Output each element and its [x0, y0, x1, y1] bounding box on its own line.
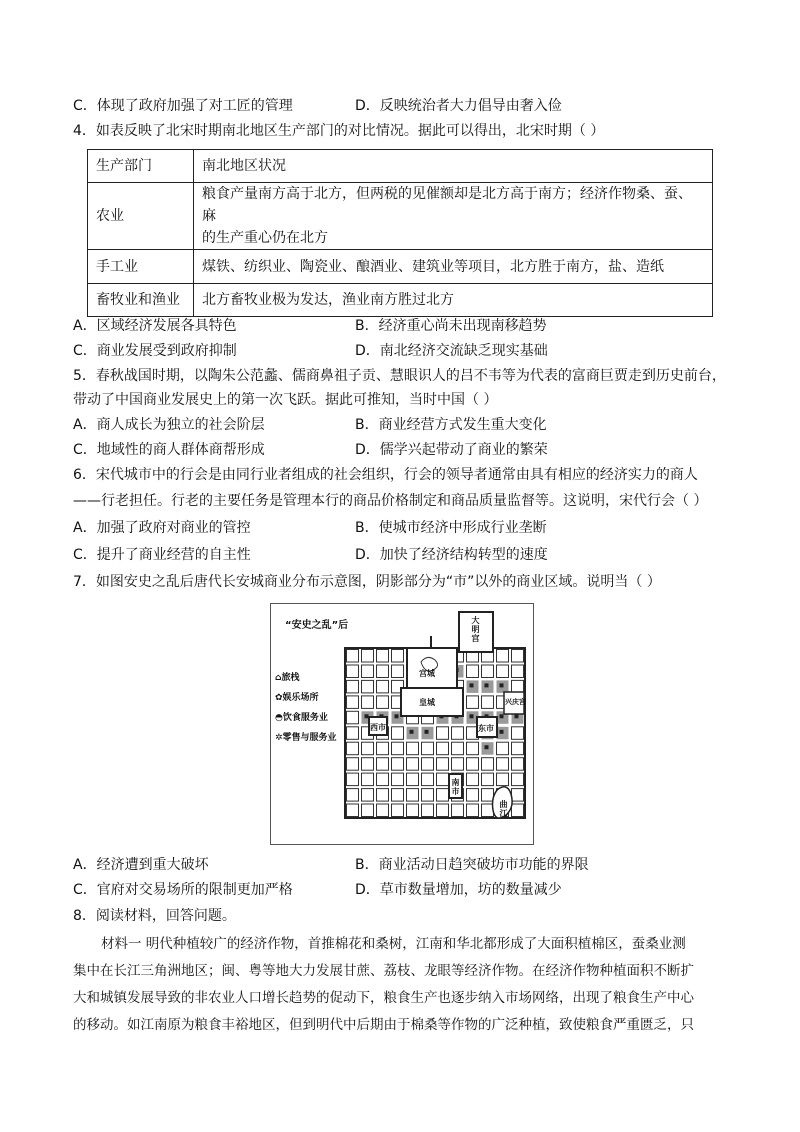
table-header-row — [88, 150, 713, 183]
ward-block — [452, 804, 464, 817]
q7-option-c: C．官府对交易场所的限制更加严格 — [73, 882, 293, 898]
q7-option-a: A．经济遭到重大破坏 — [73, 857, 209, 873]
ward-block — [422, 804, 434, 817]
ward-block — [392, 650, 404, 663]
q5-option-d: D．儒学兴起带动了商业的繁荣 — [355, 442, 548, 458]
ward-block — [392, 665, 404, 678]
ward-block — [362, 742, 374, 755]
ward-block — [407, 773, 419, 786]
table-cell-line: 的生产重心仍在北方 — [202, 230, 328, 246]
q7-stem: 7．如图安史之乱后唐代长安城商业分布示意图，阴影部分为“市”以外的商业区域。说明当（ ） — [73, 574, 661, 590]
q3-option-d: D．反映统治者大力倡导由奢入俭 — [355, 98, 562, 114]
ward-block — [497, 742, 509, 755]
ward-block — [512, 665, 524, 678]
ward-block — [377, 804, 389, 817]
ward-block — [392, 758, 404, 771]
business-marker — [470, 683, 474, 687]
q8-material-line: 材料一 明代种植较广的经济作物，首推棉花和桑树，江南和华北都形成了大面积植棉区，蚕桑业测 — [101, 936, 686, 952]
legend-label: 旅栈 — [281, 673, 300, 683]
q8-material-line: 大和城镇发展导致的非农业人口增长趋势的促动下，粮食生产也逐步纳入市场网络，出现了粮食生产中心 — [73, 990, 694, 1006]
q7-option-b: B．商业活动日趋突破坊市功能的界限 — [355, 857, 589, 873]
q4-option-d: D．南北经济交流缺乏现实基础 — [355, 343, 548, 359]
ward-block — [452, 727, 464, 740]
ward-block — [497, 665, 509, 678]
ward-block — [407, 758, 419, 771]
ward-block — [422, 773, 434, 786]
legend-label: 娱乐场所 — [282, 693, 319, 703]
ward-block — [512, 742, 524, 755]
ward-block — [452, 742, 464, 755]
legend-item-entertainment — [275, 690, 319, 703]
table-header-dept: 生产部门 — [88, 150, 194, 183]
ward-block — [467, 804, 479, 817]
table-row — [88, 250, 713, 284]
ward-block — [347, 804, 359, 817]
business-marker — [470, 714, 474, 718]
q3-option-c: C．体现了政府加强了对工匠的管理 — [73, 98, 293, 114]
ward-block — [422, 742, 434, 755]
q7-option-d: D．草市数量增加，坊的数量减少 — [355, 882, 562, 898]
ward-block — [377, 650, 389, 663]
business-marker — [485, 683, 489, 687]
ward-block — [392, 789, 404, 802]
food-service-icon: ◓ — [275, 713, 283, 723]
changan-map-figure — [270, 603, 534, 845]
ward-block — [392, 804, 404, 817]
ward-block — [362, 789, 374, 802]
ward-block — [482, 696, 494, 709]
table-cell-dept: 畜牧业和渔业 — [88, 284, 194, 317]
ward-block — [347, 727, 359, 740]
business-marker — [500, 714, 504, 718]
q6-stem-line2: ——行老担任。行老的主要任务是管理本行的商品价格制定和商品质量监督等。这说明，宋代行会（ ） — [73, 493, 708, 509]
ward-block — [407, 742, 419, 755]
q4-option-b: B．经济重心尚未出现南移趋势 — [355, 318, 547, 334]
label-dongshi: 东市 — [478, 724, 494, 733]
q4-stem: 4．如表反映了北宋时期南北地区生产部门的对比情况。据此可以得出，北宋时期（ ） — [73, 123, 605, 139]
q6-option-c: C．提升了商业经营的自主性 — [73, 547, 251, 563]
ward-block — [512, 650, 524, 663]
ward-block — [347, 711, 359, 724]
label-qujiang: 曲江 — [499, 800, 508, 818]
business-marker — [515, 714, 519, 718]
ward-block — [392, 742, 404, 755]
ward-block — [497, 650, 509, 663]
ward-block — [347, 696, 359, 709]
business-marker — [365, 714, 369, 718]
ward-block — [407, 789, 419, 802]
ward-block — [512, 789, 524, 802]
ward-block — [437, 727, 449, 740]
ward-block — [467, 696, 479, 709]
ward-block — [362, 680, 374, 693]
legend-item-food — [275, 710, 328, 723]
inn-icon: ⌂ — [275, 673, 282, 683]
ward-block — [347, 789, 359, 802]
ward-block — [437, 789, 449, 802]
ward-block — [512, 804, 524, 817]
q6-option-d: D．加快了经济结构转型的速度 — [355, 547, 548, 563]
ward-block — [467, 742, 479, 755]
label-xingqinggong: 兴庆宫 — [505, 698, 526, 706]
ward-block — [437, 804, 449, 817]
ward-block — [377, 789, 389, 802]
ward-block — [407, 804, 419, 817]
ward-block — [422, 758, 434, 771]
ward-block — [377, 680, 389, 693]
ward-block — [482, 773, 494, 786]
legend-label: 饮食服务业 — [282, 713, 328, 723]
ward-block — [452, 758, 464, 771]
legend-label: 零售与服务业 — [282, 733, 337, 743]
label-xishi: 西市 — [370, 723, 386, 732]
ward-block — [467, 665, 479, 678]
ward-block — [512, 773, 524, 786]
ward-block — [437, 742, 449, 755]
q6-option-a: A．加强了政府对商业的管控 — [73, 520, 251, 536]
label-huangcheng: 皇城 — [419, 698, 435, 707]
q6-stem-line1: 6．宋代城市中的行会是由同行业者组成的社会组织，行会的领导者通常由具有相应的经济实力的商人 — [73, 467, 698, 483]
ward-block — [467, 773, 479, 786]
ward-block — [362, 804, 374, 817]
ward-block — [362, 696, 374, 709]
q5-option-b: B．商业经营方式发生重大变化 — [355, 417, 547, 433]
ward-block — [482, 665, 494, 678]
ward-block — [377, 758, 389, 771]
ward-block — [482, 758, 494, 771]
ward-block — [512, 758, 524, 771]
ward-block — [392, 727, 404, 740]
ward-block — [437, 773, 449, 786]
ward-block — [362, 773, 374, 786]
ward-block — [377, 742, 389, 755]
ward-block — [347, 758, 359, 771]
ward-block — [362, 758, 374, 771]
legend-item-retail — [275, 730, 337, 743]
entertainment-icon: ✿ — [275, 693, 283, 703]
ward-block — [347, 680, 359, 693]
table-cell-status — [194, 183, 713, 250]
ward-block — [467, 758, 479, 771]
ward-block — [362, 665, 374, 678]
q8-material-line: 集中在长江三角洲地区；闽、粤等地大力发展甘蔗、荔枝、龙眼等经济作物。在经济作物种植面积不断扩 — [73, 963, 694, 979]
ward-block — [512, 680, 524, 693]
business-marker — [500, 730, 504, 734]
ward-block — [497, 758, 509, 771]
q8-material-line: 的移动。如江南原为粮食丰裕地区，但到明代中后期由于棉桑等作物的广泛种植，致使粮食严重匮乏，只 — [73, 1017, 694, 1033]
ward-block — [392, 773, 404, 786]
q5-option-a: A．商人成长为独立的社会阶层 — [73, 417, 265, 433]
table-cell-dept: 农业 — [88, 183, 194, 250]
figure-title: “安史之乱”后 — [285, 620, 349, 631]
ward-block — [467, 789, 479, 802]
ward-block — [482, 789, 494, 802]
q4-option-c: C．商业发展受到政府抑制 — [73, 343, 237, 359]
ward-block — [512, 727, 524, 740]
table-cell-status: 煤铁、纺织业、陶瓷业、酿酒业、建筑业等项目，北方胜于南方，盐、造纸 — [194, 250, 713, 284]
ward-block — [347, 773, 359, 786]
ward-block — [377, 696, 389, 709]
legend-item-inn — [275, 670, 299, 683]
q4-table — [87, 149, 713, 317]
business-marker — [500, 683, 504, 687]
ward-block — [377, 665, 389, 678]
q6-option-b: B．使城市经济中形成行业垄断 — [355, 520, 547, 536]
table-row — [88, 183, 713, 250]
table-row — [88, 284, 713, 317]
q5-stem-line1: 5．春秋战国时期，以陶朱公范蠡、儒商鼻祖子贡、慧眼识人的吕不韦等为代表的富商巨贾走到历史前台， — [73, 368, 726, 384]
ward-block — [497, 773, 509, 786]
table-header-status: 南北地区状况 — [194, 150, 713, 183]
table-cell-status: 北方畜牧业极为发达，渔业南方胜过北方 — [194, 284, 713, 317]
table-cell-dept: 手工业 — [88, 250, 194, 284]
ward-block — [347, 665, 359, 678]
label-gongcheng: 宫城 — [419, 669, 435, 678]
business-marker — [425, 730, 429, 734]
ward-block — [482, 804, 494, 817]
label-nanshi: 南市 — [451, 778, 460, 796]
ward-block — [437, 758, 449, 771]
ward-block — [362, 650, 374, 663]
business-marker — [395, 714, 399, 718]
q5-stem-line2: 带动了中国商业发展史上的第一次飞跃。据此可推知，当时中国（ ） — [73, 392, 498, 408]
ward-block — [377, 773, 389, 786]
ward-block — [422, 789, 434, 802]
q8-stem: 8．阅读材料，回答问题。 — [73, 908, 236, 924]
label-daminggong: 大明宫 — [471, 616, 480, 643]
q4-option-a: A．区域经济发展各具特色 — [73, 318, 237, 334]
table-cell-line: 粮食产量南方高于北方，但两税的见催额却是北方高于南方；经济作物桑、蚕、麻 — [202, 186, 692, 224]
ward-block — [347, 742, 359, 755]
business-marker — [410, 730, 414, 734]
ward-block — [347, 650, 359, 663]
q5-option-c: C．地域性的商人群体商帮形成 — [73, 442, 265, 458]
retail-icon: ✲ — [275, 733, 283, 743]
business-marker — [485, 745, 489, 749]
